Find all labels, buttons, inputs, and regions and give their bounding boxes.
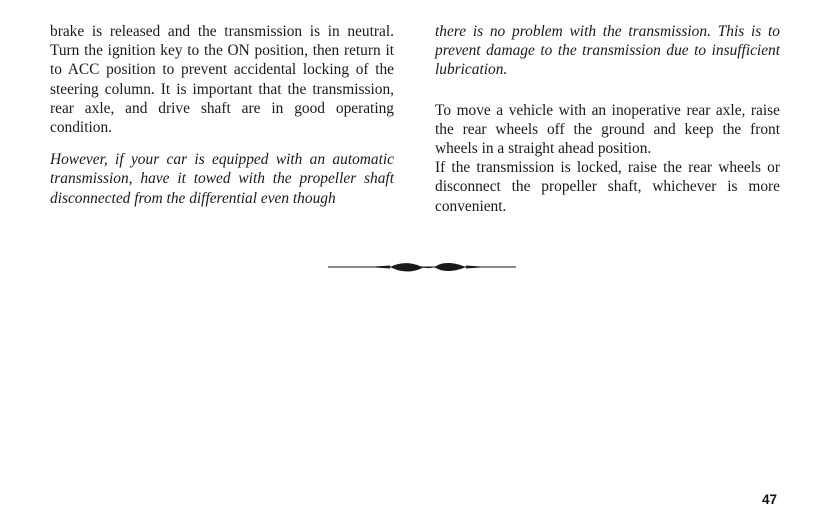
- right-paragraph-3: If the transmission is locked, raise the rear wheels or disconnect the propeller shaft, whichever is more convenient.: [435, 159, 780, 215]
- section-divider-ornament: [328, 258, 516, 276]
- left-column: [50, 22, 394, 208]
- right-column: [435, 22, 780, 216]
- left-paragraph-1: brake is released and the transmission is in neutral. Turn the ignition key to the ON position, then return it to ACC position to prevent accidental locking of the steering column. It is important that the transmission, rear axle, and drive shaft are in good operating condition.: [50, 23, 394, 137]
- page-number: 47: [762, 492, 778, 507]
- right-paragraph-1: there is no problem with the transmission. This is to prevent damage to the transmission due to insufficient lubrication.: [435, 23, 780, 79]
- right-paragraph-2: To move a vehicle with an inoperative rear axle, raise the rear wheels off the ground and keep the front wheels in a straight ahead position.: [435, 101, 780, 158]
- left-paragraph-2: However, if your car is equipped with an automatic transmission, have it towed with the propeller shaft disconnected from the differential even though: [50, 151, 394, 207]
